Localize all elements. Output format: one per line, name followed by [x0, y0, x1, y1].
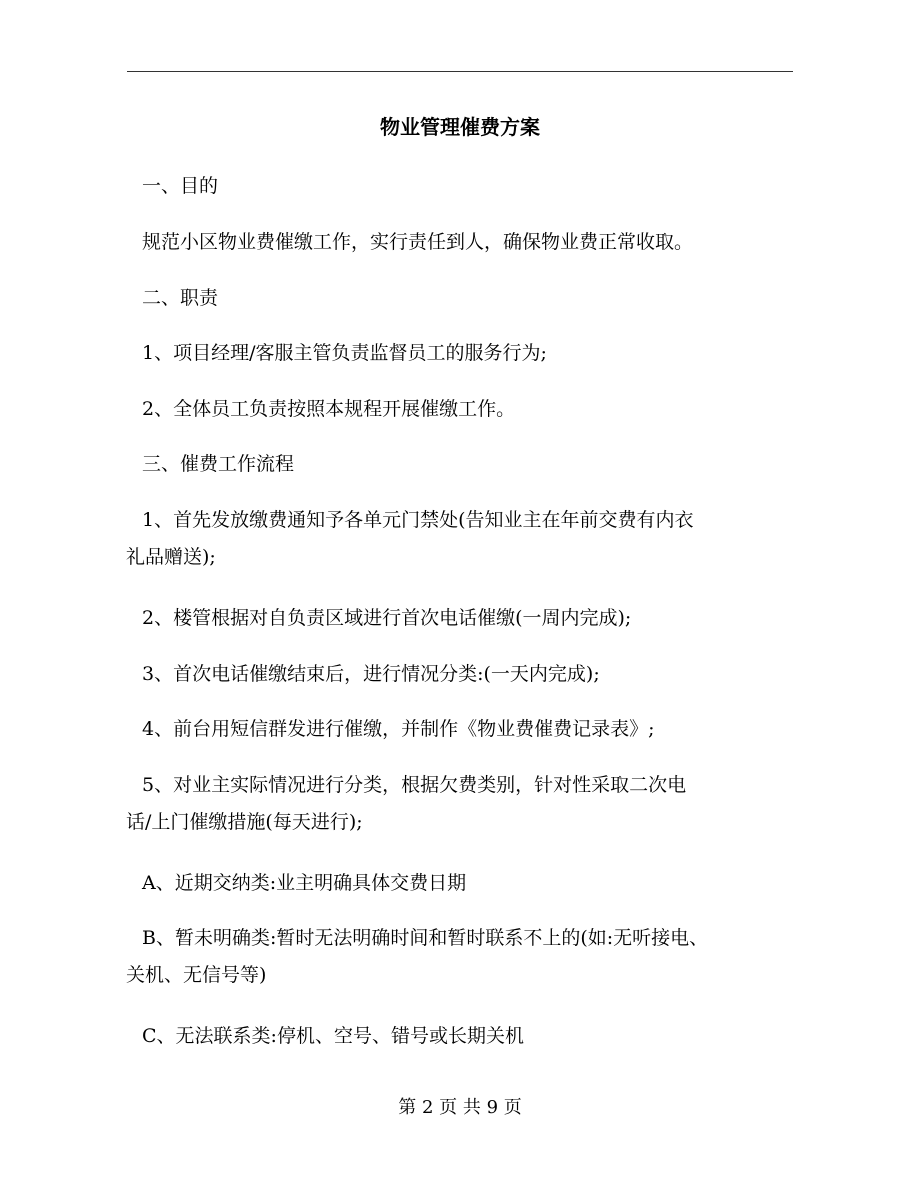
- section-heading-purpose: 一、目的: [142, 175, 219, 197]
- paragraph-process-1: [126, 502, 802, 576]
- paragraph-process-2: 2、楼管根据对自负责区域进行首次电话催缴(一周内完成);: [142, 607, 632, 629]
- header-rule: [127, 71, 793, 72]
- paragraph-category-b-line2: 关机、无信号等): [126, 964, 267, 986]
- paragraph-process-3: 3、首次电话催缴结束后，进行情况分类:(一天内完成);: [142, 663, 600, 685]
- section-heading-process: 三、催费工作流程: [142, 453, 295, 475]
- paragraph-process-4: 4、前台用短信群发进行催缴，并制作《物业费催费记录表》;: [142, 718, 655, 740]
- paragraph-process-5-line1: 5、对业主实际情况进行分类，根据欠费类别，针对性采取二次电: [142, 774, 687, 796]
- paragraph-process-5-line2: 话/上门催缴措施(每天进行);: [126, 811, 363, 833]
- paragraph-process-1-line2: 礼品赠送);: [126, 546, 216, 568]
- paragraph-category-b: [126, 920, 802, 994]
- paragraph-category-c: C、无法联系类:停机、空号、错号或长期关机: [142, 1025, 524, 1047]
- page-number-footer: 第 2 页 共 9 页: [398, 1097, 522, 1118]
- paragraph-process-5: [126, 767, 802, 841]
- section-heading-duties: 二、职责: [142, 287, 219, 309]
- paragraph-category-a: A、近期交纳类:业主明确具体交费日期: [142, 872, 467, 894]
- paragraph-category-b-line1: B、暂未明确类:暂时无法明确时间和暂时联系不上的(如:无听接电、: [142, 927, 709, 949]
- paragraph-duty-2: 2、全体员工负责按照本规程开展催缴工作。: [142, 398, 516, 420]
- paragraph-purpose: 规范小区物业费催缴工作，实行责任到人，确保物业费正常收取。: [142, 231, 694, 253]
- paragraph-process-1-line1: 1、首先发放缴费通知予各单元门禁处(告知业主在年前交费有内衣: [142, 509, 694, 531]
- document-title: 物业管理催费方案: [380, 115, 540, 139]
- paragraph-duty-1: 1、项目经理/客服主管负责监督员工的服务行为;: [142, 342, 547, 364]
